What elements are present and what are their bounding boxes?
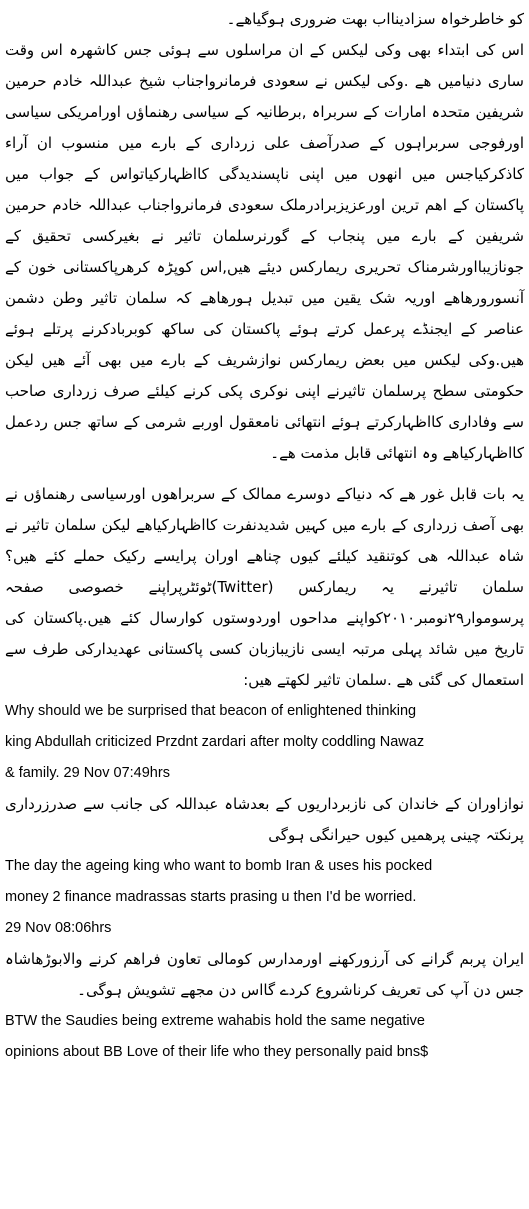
tweet-1-translation: نوازاوران کے خاندان کی نازبرداریوں کے بعدشاہ عبداللہ کی جانب سے صدرزرداری پرنکتہ چینی پرھمیں کیوں حیرانگی ہوگی: [5, 795, 524, 844]
urdu-paragraph-intro: کو خاطرخواہ سزادینااب بھت ضروری ہوگیاھے۔: [226, 10, 524, 28]
urdu-paragraph-1: اس کی ابتداء بھی وکی لیکس کے ان مراسلوں سے ہوئی جس کاشھرہ اس وقت ساری دنیامیں ھے .وکی لیکس نے سعودی فرمانرواجناب شیخ عبداللہ خادم حرمین شریفین متحدہ امارات کے سربراہ ,برطانیہ کے سیاسی رھنماؤں اورامریکی سیاسی اورفوجی سربراہوں کے صدرآصف علی زرداری کے بارے میں منسوب ان آراء کاذکرکیاجس میں انھوں میں اپنی ناپسندیدگی کااظہارکیاتواس کے جواب میں پاکستان کے اھم ترین اورعزیزبرادرملک سعودی فرمانرواجناب عبداللہ خادم حرمین شریفین کے بارے میں پنجاب کے گورنرسلمان تاثیر نے بغیرکسی تحقیق کے جونازیبااورشرمناک تحریری ریمارکس دیئے ھیں,اس کوپڑہ کرھرپاکستانی خون کے آنسورورھاھے اوریہ شک یقین میں تبدیل ہورھاھے کہ سلمان تاثیر وطن دشمن عناصر کے ایجنڈے پرعمل کرتے ہوئے پاکستان کی ساکھ کوبربادکرنے پرتلے ہوئے ھیں.وکی لیکس میں بعض ریمارکس نوازشریف کے بارے میں بھی آئے ھیں لیکن حکومتی سطح پرسلمان تاثیرنے اپنی نوکری پکی کرنے کیلئے صرف زرداری صاحب سے وفاداری کااظہارکرتے ہوئے انتھائی نامعقول اوربے شرمی کے ساتھ جس ردعمل کااظہارکیاھے وہ انتھائی قابل مذمت ھے۔: [5, 41, 524, 462]
paragraph-gap: [5, 469, 524, 479]
tweet-1-line-1: Why should we be surprised that beacon of enlightened thinking: [5, 703, 417, 719]
urdu-paragraph-2: یہ بات قابل غور ھے کہ دنیاکے دوسرے ممالک کے سربراھوں اورسیاسی رھنماؤں نے بھی آصف زرداری کے بارے میں کہیں شدیدنفرت کااظہارکیاھے لیکن سلمان تاثیر نے شاہ عبداللہ ھی کوتنقید کیلئے کیوں چناھے اوران پرایسے رکیک حملے کئے ھیں؟سلمان تاثیرنے یہ ریمارکس (Twitter)ٹوئٹرپراپنے خصوصی صفحہ پرسوموار۲۹نومبر۲۰۱۰کواپنے مداحوں اوردوستوں کوارسال کئے ھیں.پاکستان کی تاریخ میں شائد پہلی مرتبہ ایسی نازیبازبان کسی پاکستانی عھدیدارکی طرف سے استعمال کی گئی ھے .سلمان تاثیر لکھتے ھیں:: [5, 485, 524, 689]
tweet-2-line-3: 29 Nov 08:06hrs: [5, 920, 112, 936]
tweet-3-line-2: opinions about BB Love of their life who they personally paid bns$: [5, 1044, 429, 1060]
tweet-2-translation: ایران پربم گرانے کی آرزورکھنے اورمدارس کومالی تعاون فراھم کرنے والابوڑھاشاہ جس دن آپ کی تعریف کرناشروع کردے گااس دن مجھے تشویش ہوگی۔: [5, 950, 524, 999]
tweet-3-line-1: BTW the Saudies being extreme wahabis hold the same negative: [5, 1013, 425, 1029]
tweet-1-line-2: king Abdullah criticized Przdnt zardari after molty coddling Nawaz: [5, 734, 425, 750]
tweet-2-line-2: money 2 finance madrassas starts prasing u then I'd be worried.: [5, 889, 417, 905]
tweet-1-line-3: & family. 29 Nov 07:49hrs: [5, 765, 170, 781]
tweet-2-line-1: The day the ageing king who want to bomb Iran & uses his pocked: [5, 858, 433, 874]
